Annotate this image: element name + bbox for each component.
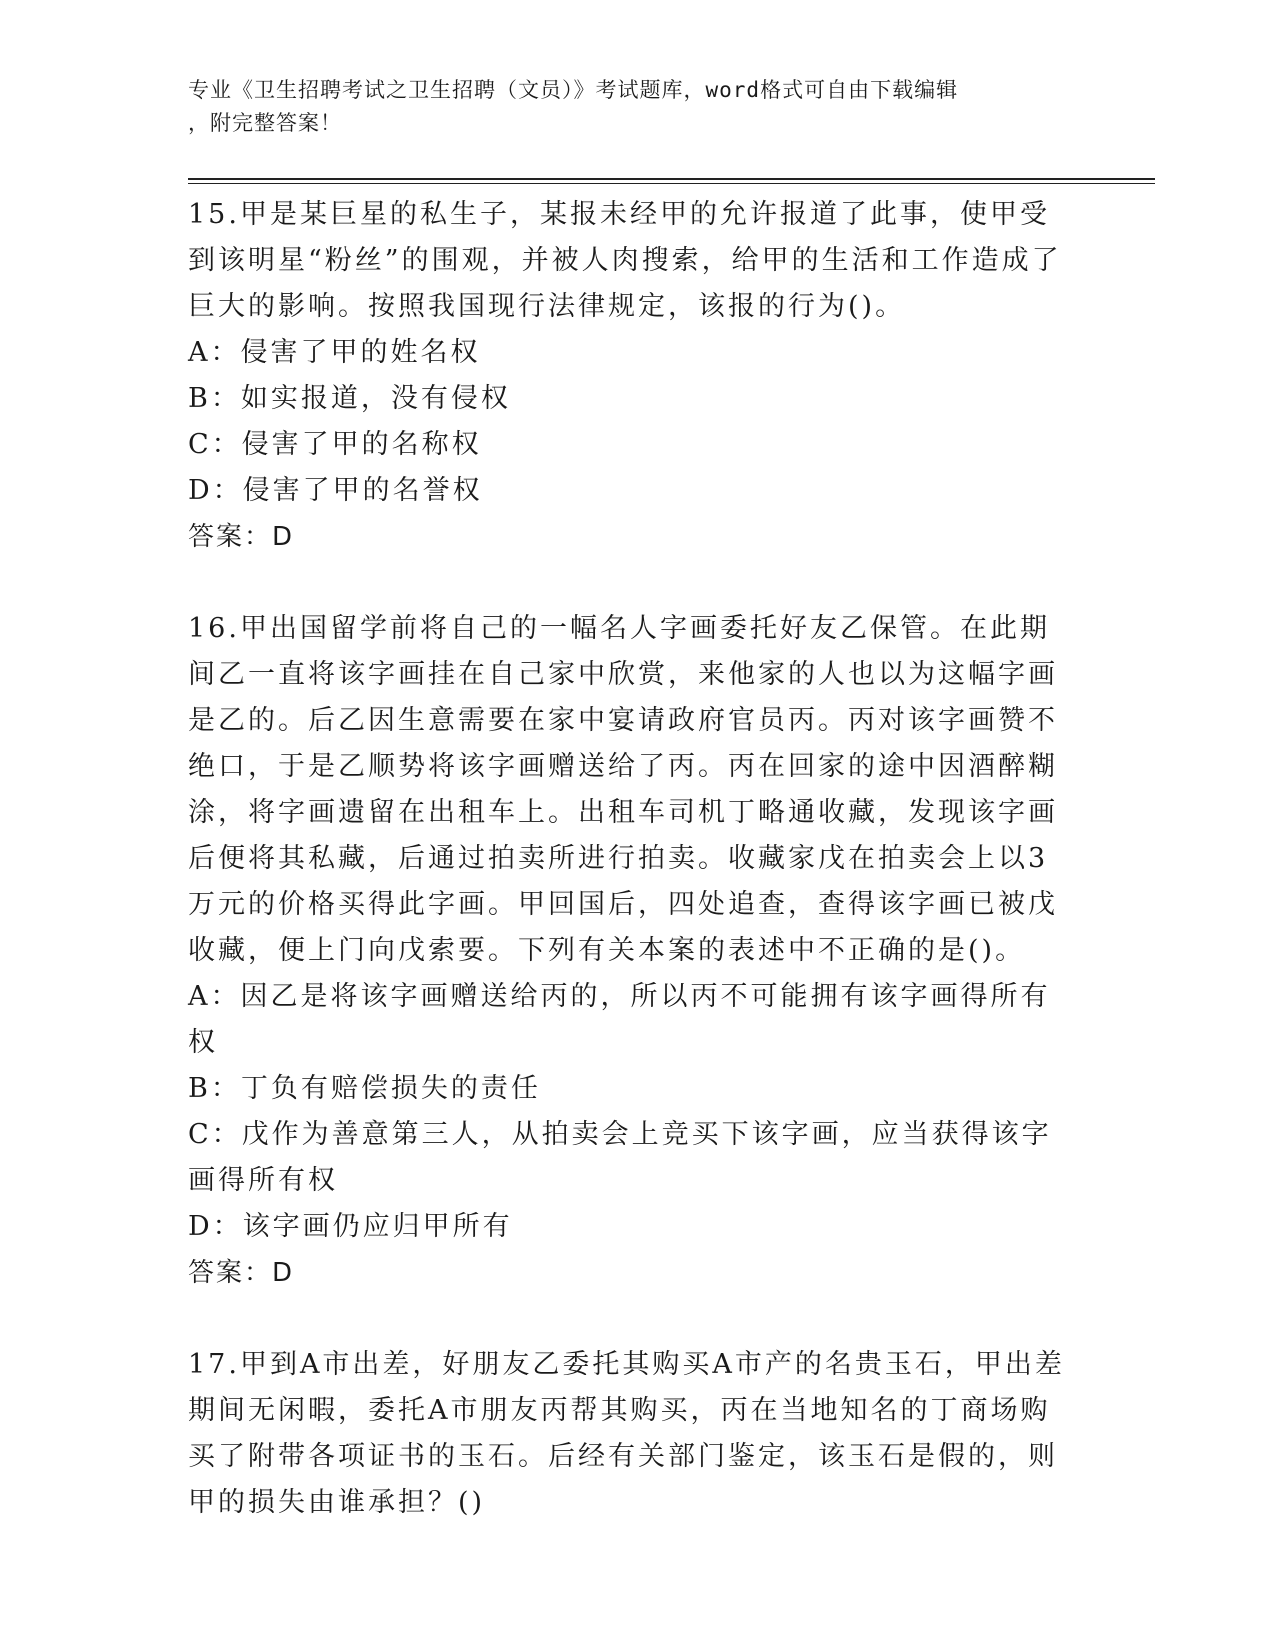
option-d: D：侵害了甲的名誉权: [188, 475, 483, 506]
option-b: B：丁负有赔偿损失的责任: [188, 1073, 541, 1104]
header-rule-thick: [188, 178, 1155, 180]
question-15: [188, 192, 1078, 560]
document-header: [188, 74, 1088, 140]
question-list: [188, 192, 1078, 1526]
question-17: [188, 1342, 1078, 1526]
option-c: C：侵害了甲的名称权: [188, 429, 482, 460]
option-a: A：侵害了甲的姓名权: [188, 337, 481, 368]
question-text: 15.甲是某巨星的私生子，某报未经甲的允许报道了此事，使甲受到该明星“粉丝”的围观，并被人肉搜索，给甲的生活和工作造成了巨大的影响。按照我国现行法律规定，该报的行为()。: [188, 199, 1062, 322]
question-text: 17.甲到A市出差，好朋友乙委托其购买A市产的名贵玉石，甲出差期间无闲暇，委托A市朋友丙帮其购买，丙在当地知名的丁商场购买了附带各项证书的玉石。后经有关部门鉴定，该玉石是假的，则甲的损失由谁承担？(): [188, 1349, 1065, 1518]
question-text: 16.甲出国留学前将自己的一幅名人字画委托好友乙保管。在此期间乙一直将该字画挂在自己家中欣赏，来他家的人也以为这幅字画是乙的。后乙因生意需要在家中宴请政府官员丙。丙对该字画赞不绝口，于是乙顺势将该字画赠送给了丙。丙在回家的途中因酒醉糊涂，将字画遗留在出租车上。出租车司机丁略通收藏，发现该字画后便将其私藏，后通过拍卖所进行拍卖。收藏家戊在拍卖会上以3万元的价格买得此字画。甲回国后，四处追查，查得该字画已被戊收藏，便上门向戊索要。下列有关本案的表述中不正确的是()。: [188, 613, 1058, 966]
header-line-1: 专业《卫生招聘考试之卫生招聘（文员）》考试题库，word格式可自由下载编辑: [188, 78, 959, 102]
option-a: A：因乙是将该字画赠送给丙的，所以丙不可能拥有该字画得所有权: [188, 981, 1051, 1058]
question-16: [188, 606, 1078, 1296]
header-rule-thin: [188, 183, 1155, 184]
option-b: B：如实报道，没有侵权: [188, 383, 511, 414]
option-d: D：该字画仍应归甲所有: [188, 1211, 513, 1242]
answer: 答案：D: [188, 522, 295, 552]
answer: 答案：D: [188, 1258, 295, 1288]
option-c: C：戊作为善意第三人，从拍卖会上竞买下该字画，应当获得该字画得所有权: [188, 1119, 1052, 1196]
header-line-2: ，附完整答案！: [188, 111, 342, 135]
